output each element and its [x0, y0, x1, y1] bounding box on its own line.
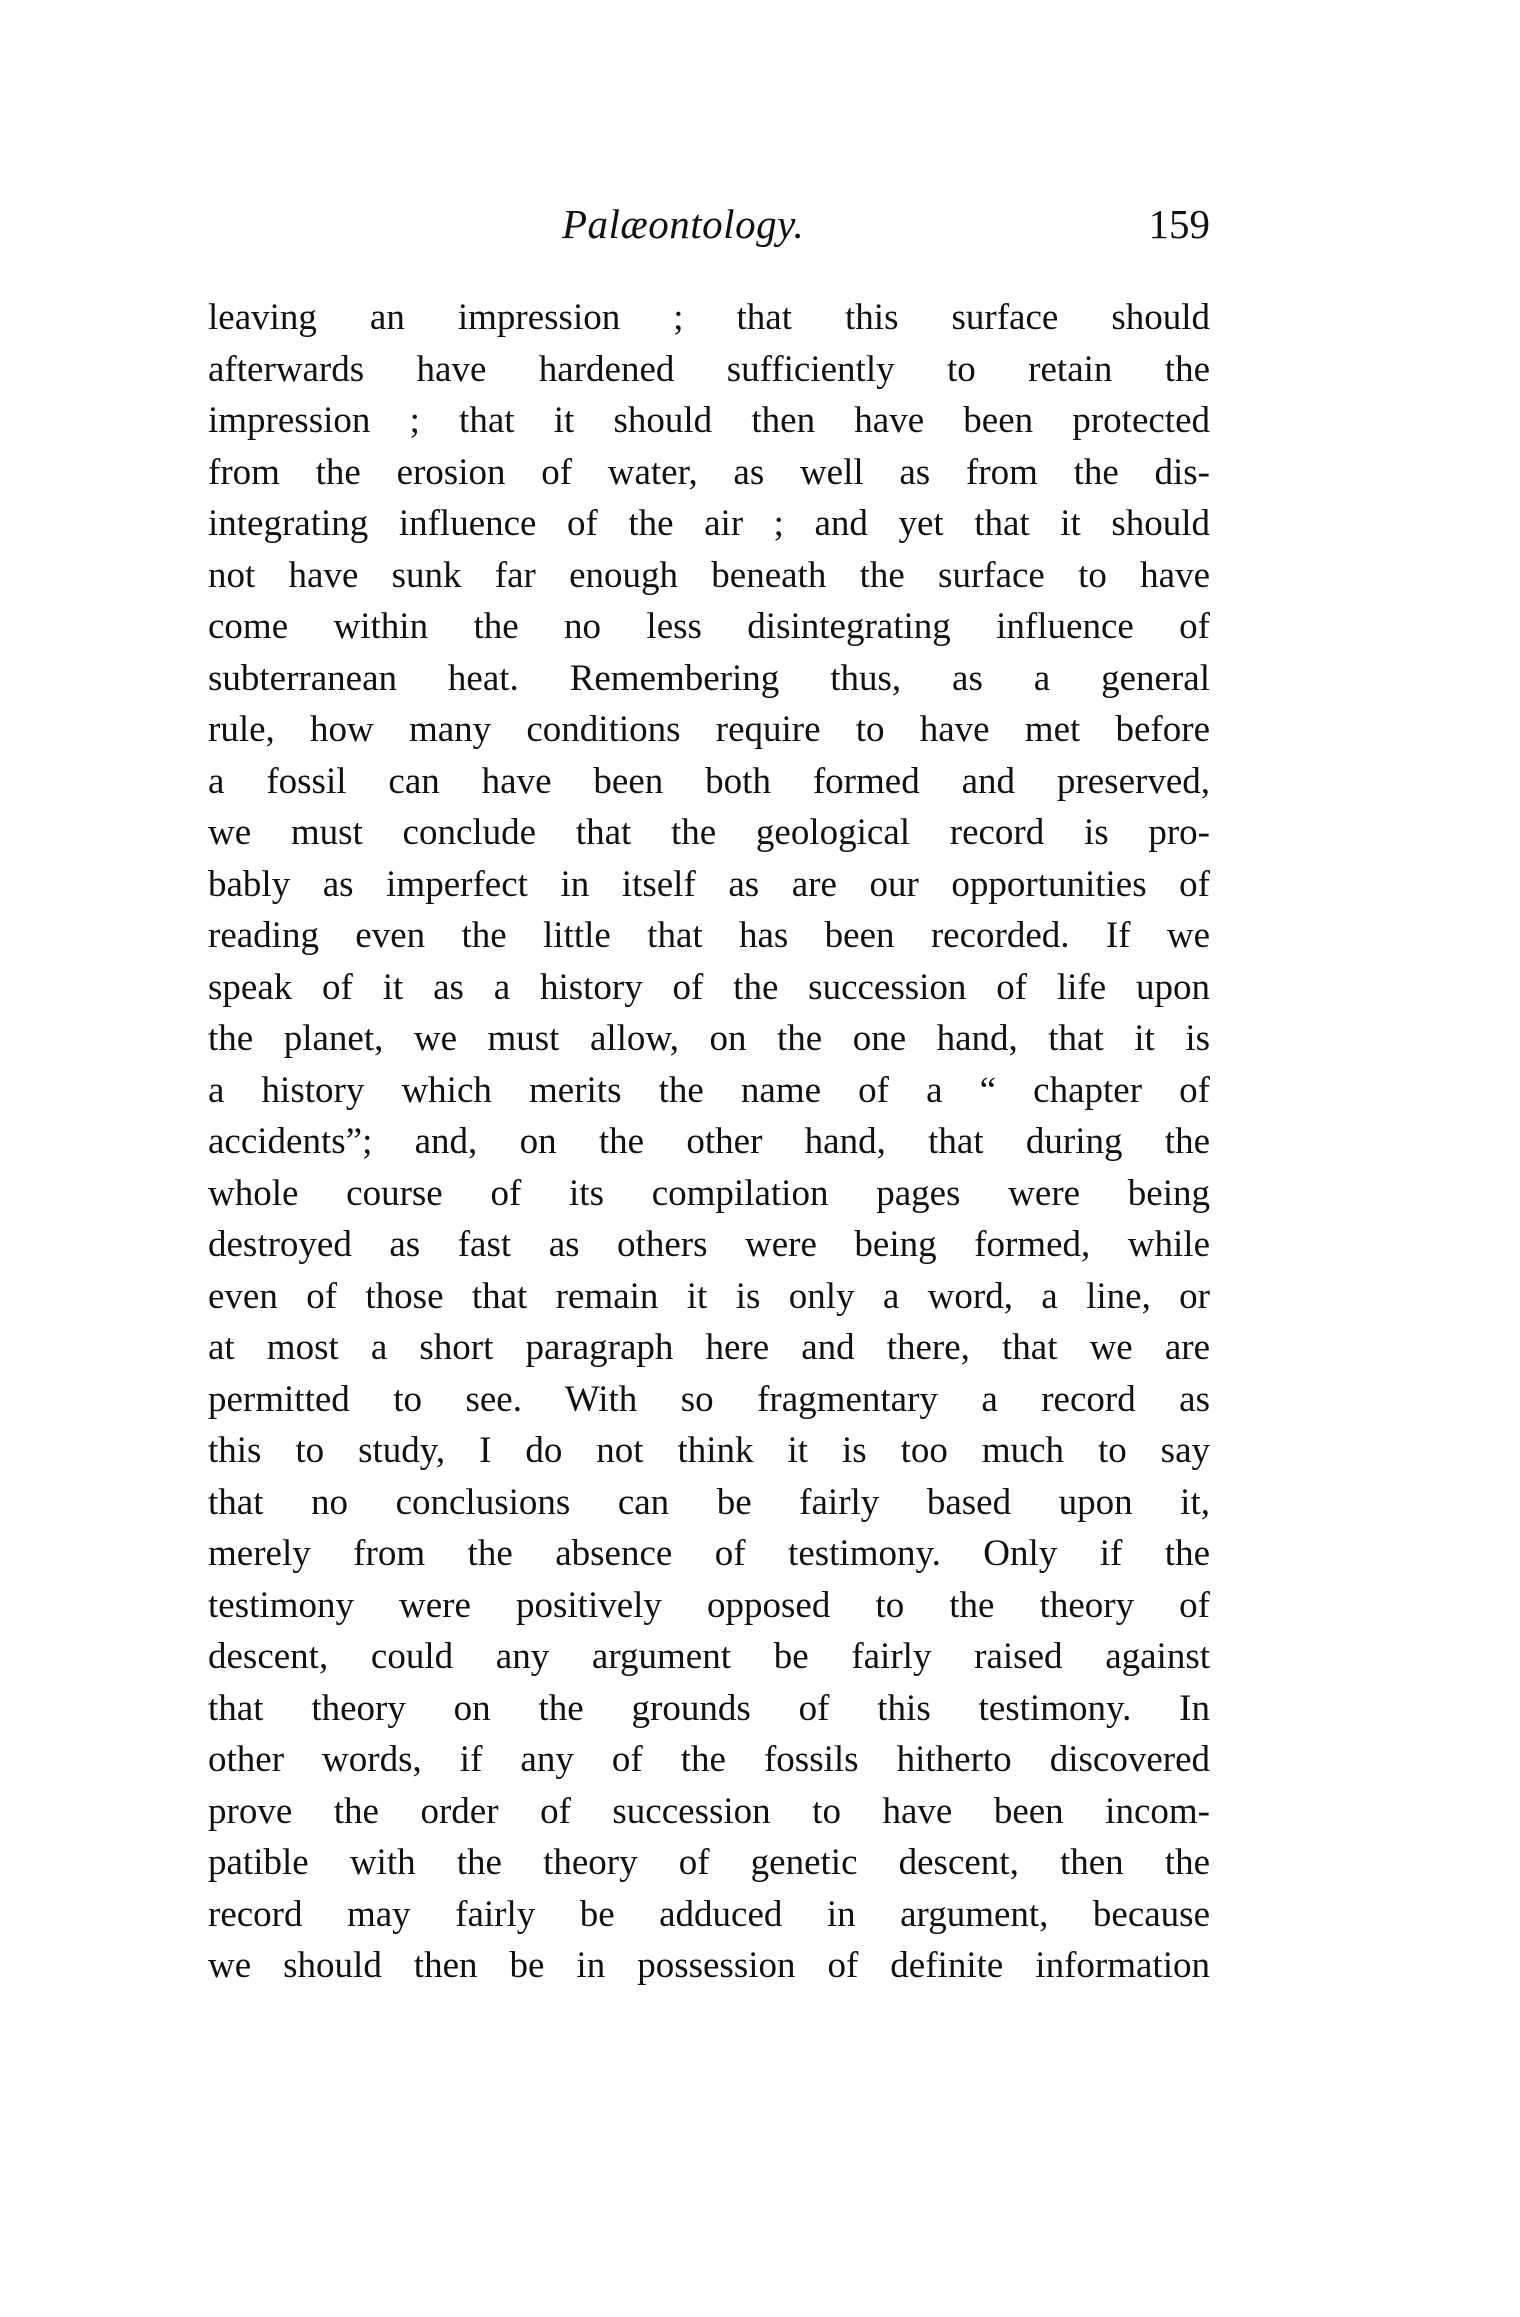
text-line: impression ; that it should then have been protected: [208, 400, 1210, 441]
text-line: afterwards have hardened sufficiently to retain the: [208, 348, 1210, 390]
body-text: [208, 292, 1210, 1992]
text-line: permitted to see. With so fragmentary a record as: [208, 1378, 1210, 1420]
text-line: whole course of its compilation pages were being: [208, 1172, 1210, 1214]
running-head: [208, 196, 1210, 252]
text-line: other words, if any of the fossils hitherto discovered: [208, 1739, 1210, 1780]
text-line: record may fairly be adduced in argument, because: [208, 1893, 1210, 1935]
page-number: 159: [1148, 201, 1210, 247]
text-line: from the erosion of water, as well as from the dis-: [208, 451, 1210, 493]
text-line: speak of it as a history of the succession of life upon: [208, 966, 1210, 1008]
text-line: subterranean heat. Remembering thus, as a general: [208, 657, 1210, 699]
text-line: reading even the little that has been recorded. If we: [208, 915, 1210, 956]
text-line: the planet, we must allow, on the one hand, that it is: [208, 1018, 1210, 1059]
text-line: we should then be in possession of definite information: [208, 1945, 1210, 1986]
text-line: a fossil can have been both formed and preserved,: [208, 760, 1210, 802]
text-line: bably as imperfect in itself as are our opportunities of: [208, 863, 1210, 905]
text-line: that theory on the grounds of this testimony. In: [208, 1687, 1210, 1729]
text-line: patible with the theory of genetic descent, then the: [208, 1842, 1210, 1883]
text-line: leaving an impression ; that this surface should: [208, 297, 1210, 338]
text-line: merely from the absence of testimony. Only if the: [208, 1533, 1210, 1574]
text-line: integrating influence of the air ; and yet that it should: [208, 503, 1210, 544]
text-line: destroyed as fast as others were being formed, while: [208, 1224, 1210, 1265]
text-line: a history which merits the name of a “ chapter of: [208, 1069, 1210, 1111]
text-line: even of those that remain it is only a word, a line, or: [208, 1275, 1210, 1317]
text-line: that no conclusions can be fairly based upon it,: [208, 1481, 1210, 1523]
text-line: at most a short paragraph here and there, that we are: [208, 1327, 1210, 1368]
text-line: accidents”; and, on the other hand, that during the: [208, 1121, 1210, 1162]
text-line: testimony were positively opposed to the theory of: [208, 1584, 1210, 1626]
text-line: prove the order of succession to have been incom-: [208, 1790, 1210, 1832]
text-line: rule, how many conditions require to have met before: [208, 709, 1210, 750]
text-line: we must conclude that the geological record is pro-: [208, 812, 1210, 853]
text-line: not have sunk far enough beneath the surface to have: [208, 554, 1210, 596]
running-title: Palæontology.: [562, 201, 805, 247]
text-line: this to study, I do not think it is too much to say: [208, 1430, 1210, 1471]
text-line: come within the no less disintegrating influence of: [208, 606, 1210, 647]
text-line: descent, could any argument be fairly raised against: [208, 1636, 1210, 1677]
